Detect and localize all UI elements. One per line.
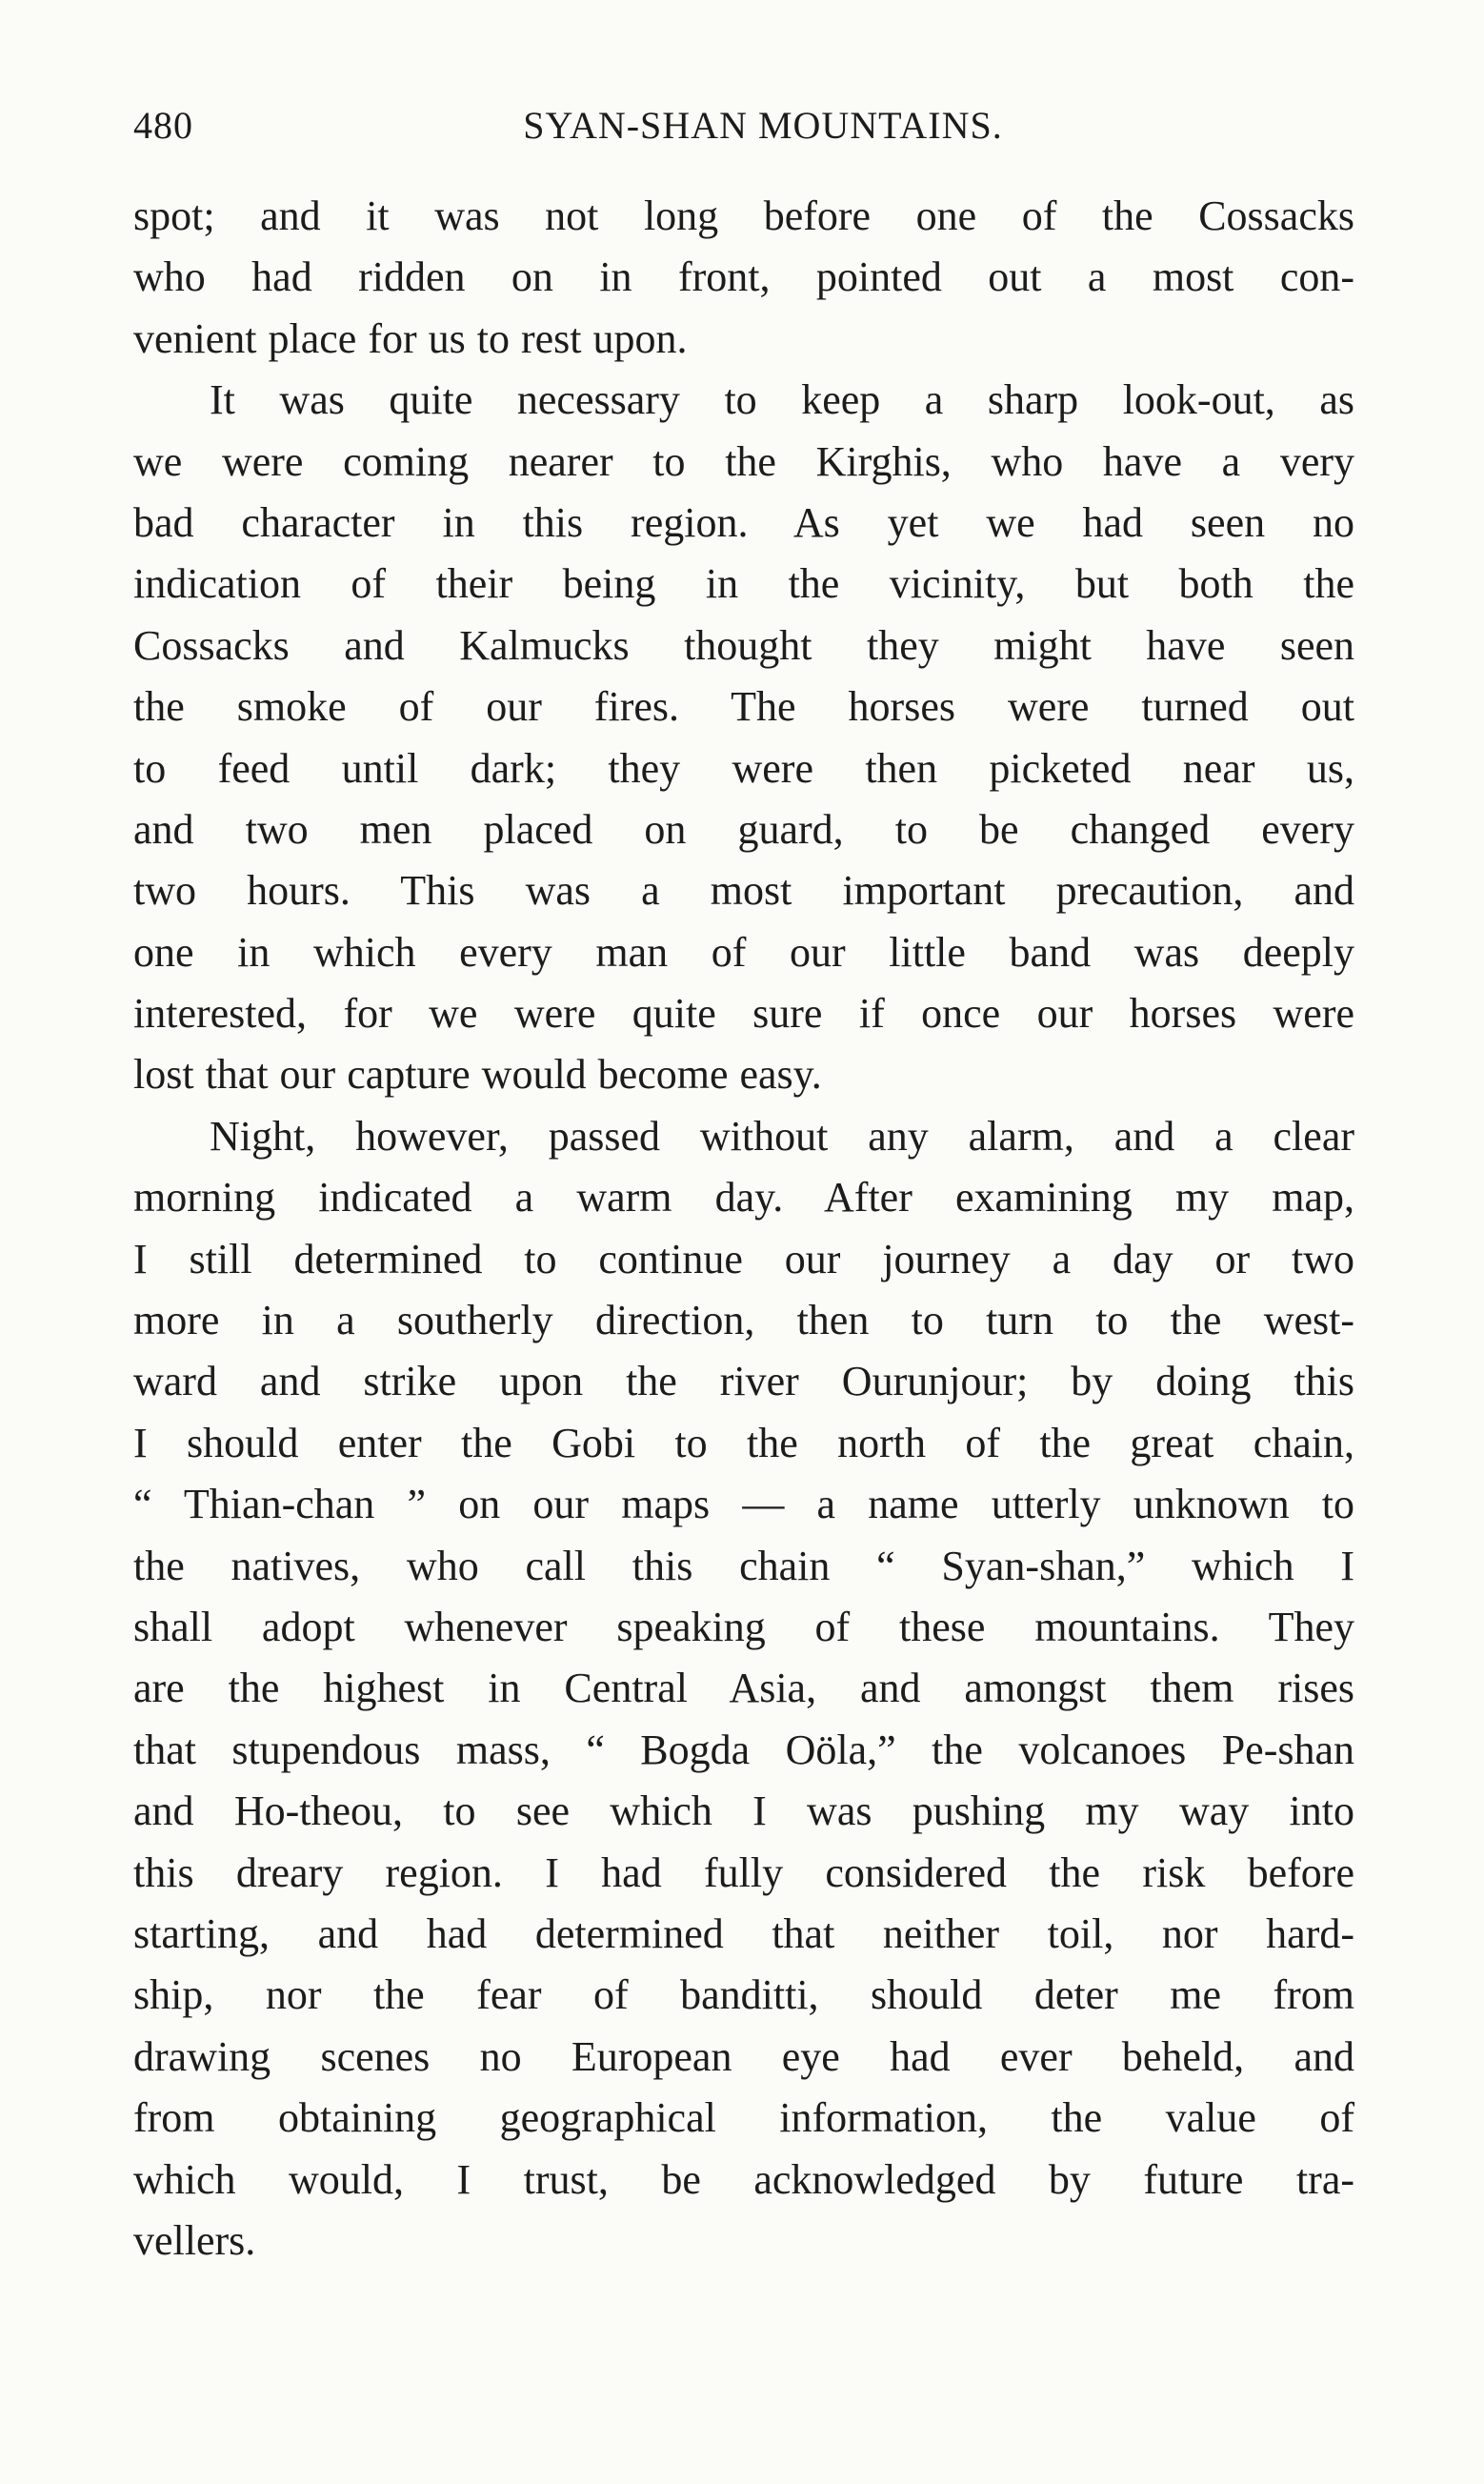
text-line: I still determined to continue our journey a day or two (133, 1235, 1354, 1282)
text-line: two hours. This was a most important precaution, and (133, 867, 1354, 915)
text-line: vellers. (133, 2216, 256, 2264)
text-line: more in a southerly direction, then to turn to the west- (133, 1297, 1354, 1344)
text-line: are the highest in Central Asia, and amongst them rises (133, 1665, 1354, 1712)
text-line: spot; and it was not long before one of the Cossacks (133, 192, 1354, 239)
text-line: morning indicated a warm day. After examining my map, (133, 1174, 1354, 1222)
text-line: and two men placed on guard, to be changed every (133, 805, 1354, 853)
text-line: that stupendous mass, “ Bogda Oöla,” the volcanoes Pe-shan (133, 1726, 1354, 1773)
text-line: which would, I trust, be acknowledged by future tra- (133, 2155, 1354, 2203)
text-line: ward and strike upon the river Ourunjour; by doing this (133, 1358, 1354, 1405)
text-line: bad character in this region. As yet we had seen no (133, 498, 1354, 546)
text-line: this dreary region. I had fully considered the risk before (133, 1848, 1354, 1896)
text-line: “ Thian-chan ” on our maps — a name utterly unknown to (133, 1481, 1354, 1528)
text-line: Cossacks and Kalmucks thought they might have seen (133, 621, 1354, 669)
text-line: interested, for we were quite sure if once our horses were (133, 990, 1354, 1038)
text-line: one in which every man of our little band was deeply (133, 928, 1354, 976)
text-line: venient place for us to rest upon. (133, 314, 688, 362)
text-line: ship, nor the fear of banditti, should deter me from (133, 1971, 1354, 2019)
text-line: It was quite necessary to keep a sharp look-out, as (210, 376, 1354, 424)
text-line: from obtaining geographical information, the value of (133, 2094, 1354, 2142)
text-line: we were coming nearer to the Kirghis, who have a very (133, 437, 1354, 485)
text-line: I should enter the Gobi to the north of the great chain, (133, 1419, 1354, 1466)
text-line: to feed until dark; they were then picketed near us, (133, 744, 1354, 792)
text-line: and Ho-theou, to see which I was pushing my way into (133, 1787, 1354, 1835)
text-line: the smoke of our fires. The horses were turned out (133, 683, 1354, 731)
running-head (133, 95, 1354, 152)
text-line: Night, however, passed without any alarm, and a clear (210, 1112, 1354, 1160)
body-text (133, 186, 1354, 2272)
text-line: the natives, who call this chain “ Syan-shan,” which I (133, 1542, 1354, 1589)
text-line: lost that our capture would become easy. (133, 1051, 822, 1099)
text-line: shall adopt whenever speaking of these mountains. They (133, 1603, 1354, 1650)
page-number: 480 (133, 104, 193, 147)
text-line: starting, and had determined that neither toil, nor hard- (133, 1909, 1354, 1957)
text-line: drawing scenes no European eye had ever beheld, and (133, 2032, 1354, 2080)
text-line: indication of their being in the vicinity, but both the (133, 560, 1354, 608)
running-title: SYAN-SHAN MOUNTAINS. (523, 104, 1003, 147)
text-line: who had ridden on in front, pointed out a most con- (133, 253, 1354, 301)
